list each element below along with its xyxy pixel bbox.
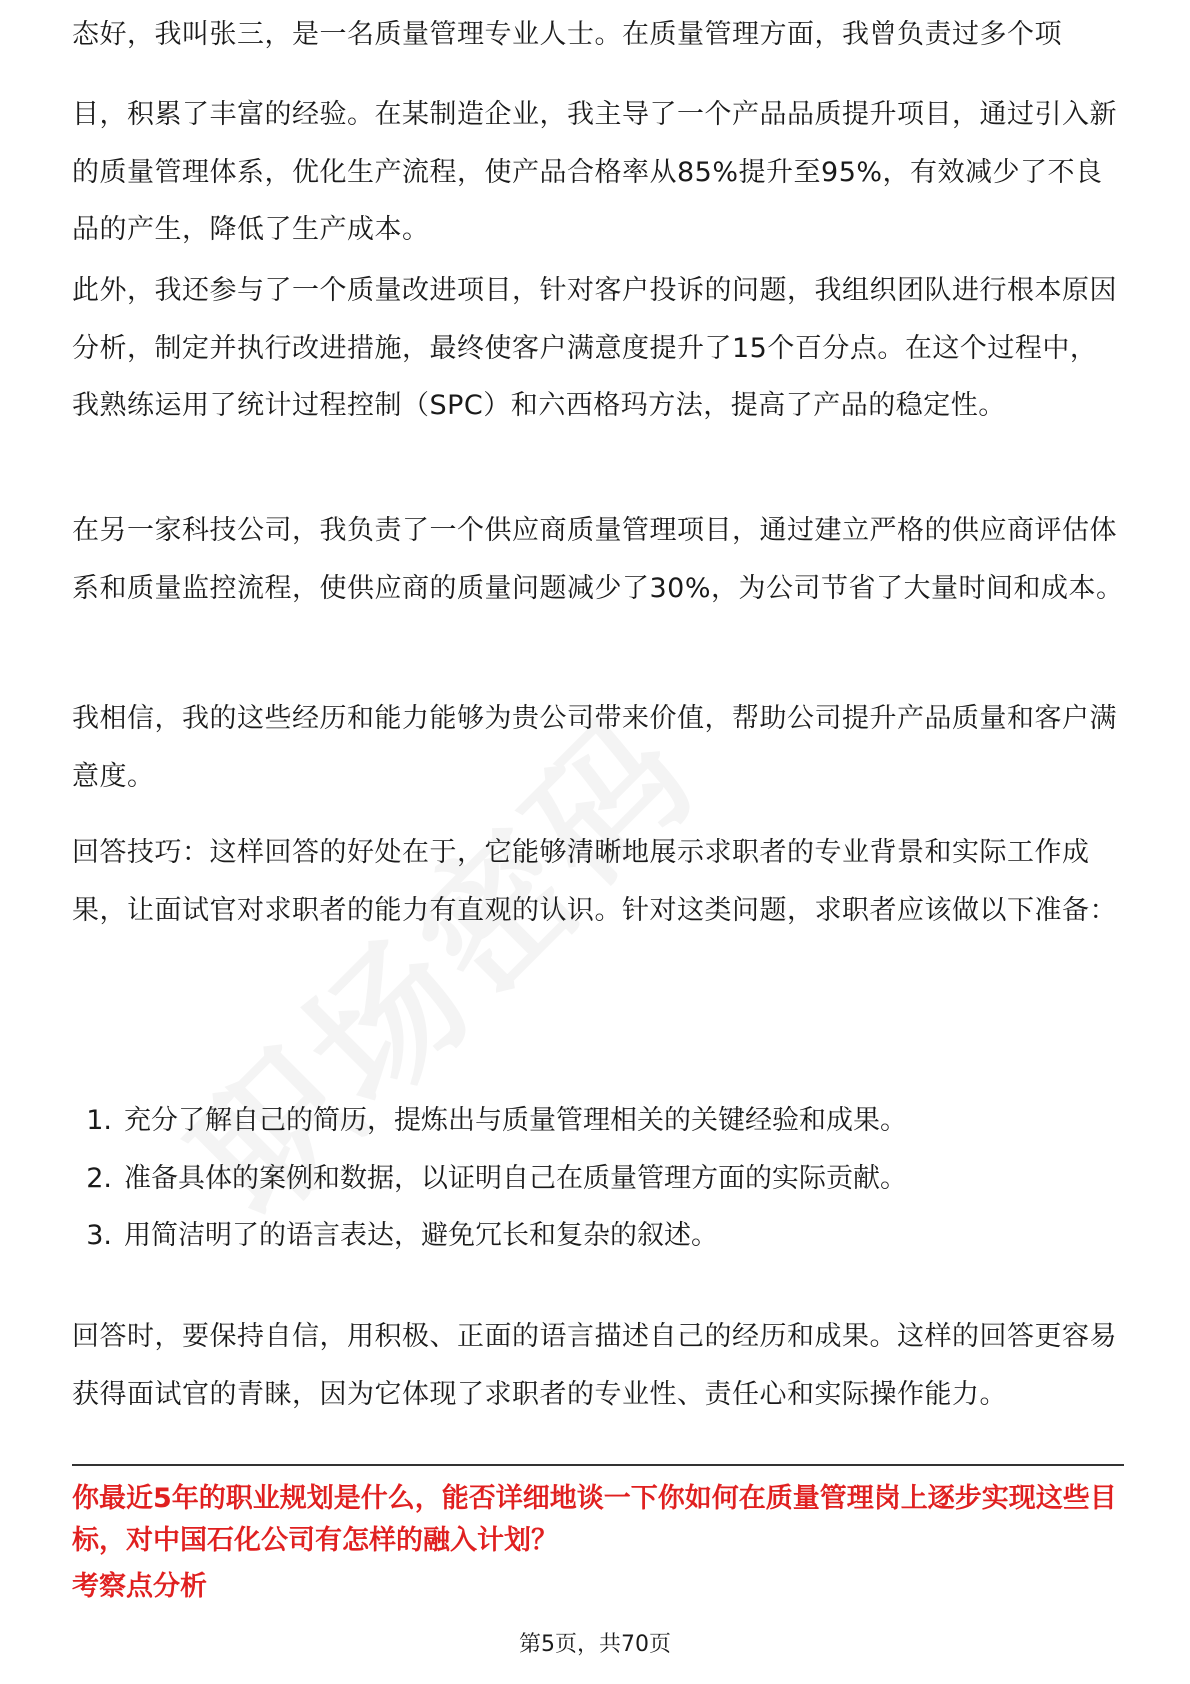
list-number: 2. <box>86 1162 112 1194</box>
list-item <box>72 1150 1112 1208</box>
cut-off-top-line <box>72 20 1122 66</box>
section-title: 考察点分析 <box>72 1571 207 1602</box>
paragraph-answer-tips: 回答技巧：这样回答的好处在于，它能够清晰地展示求职者的专业背景和实际工作成果，让面试官对求职者的能力有直观的认识。针对这类问题，求职者应该做以下准备： <box>72 837 1117 926</box>
paragraph-value-statement: 我相信，我的这些经历和能力能够为贵公司带来价值，帮助公司提升产品质量和客户满意度。 <box>72 703 1117 792</box>
list-item-text: 用简洁明了的语言表达，避免冗长和复杂的叙述。 <box>124 1220 718 1251</box>
paragraph-closing: 回答时，要保持自信，用积极、正面的语言描述自己的经历和成果。这样的回答更容易获得面试官的青睐，因为它体现了求职者的专业性、责任心和实际操作能力。 <box>72 1321 1117 1410</box>
next-question-heading: 你最近5年的职业规划是什么，能否详细地谈一下你如何在质量管理岗上逐步实现这些目标，对中国石化公司有怎样的融入计划？ <box>72 1483 1117 1556</box>
paragraph-supplier-quality: 在另一家科技公司，我负责了一个供应商质量管理项目，通过建立严格的供应商评估体系和质量监控流程，使供应商的质量问题减少了30%，为公司节省了大量时间和成本。 <box>72 515 1124 604</box>
list-item-text: 准备具体的案例和数据，以证明自己在质量管理方面的实际贡献。 <box>124 1162 907 1194</box>
top-partial-text: 态好，我叫张三，是一名质量管理专业人士。在质量管理方面，我曾负责过多个项 <box>72 20 1062 50</box>
tips-list <box>72 1092 1112 1265</box>
list-item-text: 充分了解自己的简历，提炼出与质量管理相关的关键经验和成果。 <box>124 1105 907 1136</box>
list-number: 1. <box>86 1105 112 1136</box>
list-item <box>72 1207 1112 1265</box>
list-item <box>72 1092 1112 1150</box>
section-divider <box>72 1464 1124 1466</box>
paragraph-project-experience: 目，积累了丰富的经验。在某制造企业，我主导了一个产品品质提升项目，通过引入新的质量管理体系，优化生产流程，使产品合格率从85%提升至95%，有效减少了不良品的产生，降低了生产成本。 <box>72 99 1117 245</box>
paragraph-quality-improvement: 此外，我还参与了一个质量改进项目，针对客户投诉的问题，我组织团队进行根本原因分析，制定并执行改进措施，最终使客户满意度提升了15个百分点。在这个过程中，我熟练运用了统计过程控制（SPC）和六西格玛方法，提高了产品的稳定性。 <box>72 275 1117 421</box>
page-footer: 第5页，共70页 <box>519 1632 671 1657</box>
list-number: 3. <box>86 1220 112 1251</box>
